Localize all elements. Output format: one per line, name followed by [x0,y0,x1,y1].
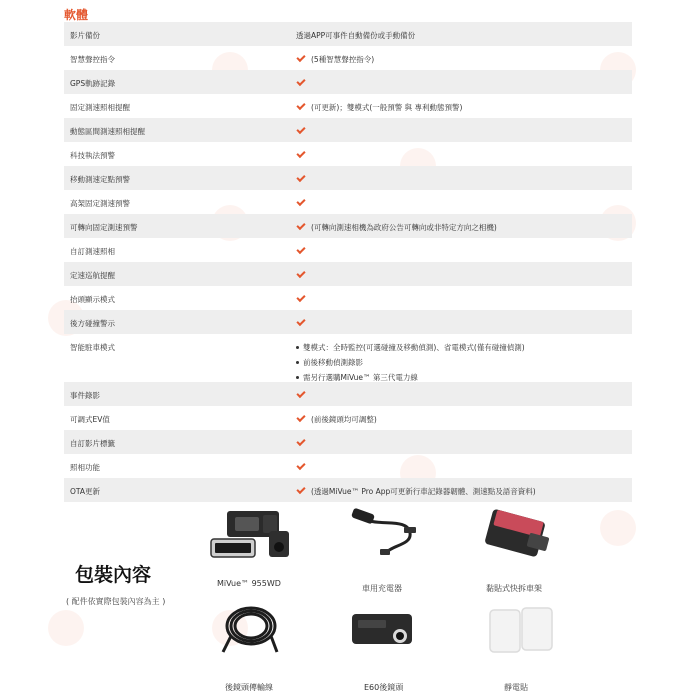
spec-note: (5種智慧聲控指令) [311,55,375,64]
static-sticker-icon [478,600,568,662]
spec-label: 後方碰撞警示 [70,319,115,328]
spec-row [64,70,632,94]
check-icon [296,173,305,182]
spec-row [64,190,632,214]
package-item-caption: 黏貼式快拆車架 [486,584,542,593]
package-note: ( 配件依實際包裝內容為主 ) [66,597,166,606]
spec-label: 可調式EV值 [70,415,110,424]
spec-label: 移動測速定點預警 [70,175,130,184]
check-icon [296,389,305,398]
check-icon [296,101,305,110]
bullet-item: 前後移動偵測錄影 [296,357,525,368]
spec-note: (可更新)；雙模式(一般預警 與 專利動態預警) [311,103,463,112]
dashcam-pair-icon [205,505,295,565]
spec-note: (前後鏡頭均可調整) [311,415,377,424]
package-title: 包裝內容 [75,564,152,586]
spec-label: 照相功能 [70,463,100,472]
watermark-logo [600,510,636,546]
spec-label: 可轉向固定測速預警 [70,223,138,232]
check-icon [296,221,305,230]
spec-row [64,214,632,238]
spec-row [64,262,632,286]
package-item-dashcam [205,505,295,595]
spec-label: GPS軌跡記錄 [70,79,116,88]
bullet-dot-icon [296,376,299,379]
spec-row [64,454,632,478]
spec-row [64,430,632,454]
spec-row [64,382,632,406]
package-item-caption: 後鏡頭傳輸線 [225,683,273,692]
spec-row [64,406,632,430]
spec-table [64,22,632,502]
check-icon [296,149,305,158]
section-title: 軟體 [64,8,89,22]
spec-label: 自訂測速照相 [70,247,115,256]
spec-row [64,166,632,190]
spec-label: 高架固定測速預警 [70,199,130,208]
check-icon [296,245,305,254]
check-icon [296,317,305,326]
package-item-charger [340,505,430,595]
package-item-rear-camera [340,600,430,695]
spec-row [64,310,632,334]
car-charger-icon [340,505,430,565]
spec-label: 固定測速照相提醒 [70,103,130,112]
package-item-caption: 靜電貼 [504,683,528,692]
package-item-mount [478,505,568,595]
rear-camera-icon [340,600,430,662]
check-icon [296,437,305,446]
spec-note: (可轉向測速相機為政府公告可轉向或非特定方向之相機) [311,223,497,232]
check-icon [296,77,305,86]
spec-row [64,286,632,310]
package-item-cable [205,600,295,695]
spec-label: 影片備份 [70,31,100,40]
bullet-dot-icon [296,346,299,349]
check-icon [296,413,305,422]
cable-coil-icon [205,600,295,662]
spec-note: 透過APP可事件自動備份或手動備份 [296,31,416,40]
package-item-sticker [478,600,568,695]
spec-label: OTA更新 [70,487,101,496]
spec-note: (透過MiVue™ Pro App可更新行車記錄器韌體、測速點及語音資料) [311,487,536,496]
bullet-item: 雙模式：全時監控(可選碰撞及移動偵測)、省電模式(僅有碰撞偵測) [296,342,525,353]
check-icon [296,293,305,302]
package-item-caption: E60後鏡頭 [364,683,404,692]
bullet-item: 需另行選購MiVue™ 第三代電力線 [296,372,525,383]
bullet-dot-icon [296,361,299,364]
watermark-logo [48,610,84,646]
spec-label: 智能駐車模式 [70,343,115,352]
spec-row [64,142,632,166]
spec-label: 抬頭顯示模式 [70,295,115,304]
spec-label: 自訂影片標籤 [70,439,115,448]
check-icon [296,197,305,206]
spec-row [64,22,632,46]
adhesive-mount-icon [478,505,568,565]
spec-label: 動態區間測速照相提醒 [70,127,145,136]
package-item-caption: 車用充電器 [362,584,402,593]
parking-bullet-list [296,342,525,387]
spec-row [64,94,632,118]
check-icon [296,125,305,134]
package-item-caption: MiVue™ 955WD [217,579,281,588]
check-icon [296,53,305,62]
spec-label: 智慧聲控指令 [70,55,115,64]
check-icon [296,485,305,494]
spec-row [64,478,632,502]
check-icon [296,269,305,278]
spec-row [64,238,632,262]
spec-label: 科技執法預警 [70,151,115,160]
spec-label: 定速巡航提醒 [70,271,115,280]
spec-label: 事件錄影 [70,391,100,400]
spec-row [64,118,632,142]
check-icon [296,461,305,470]
spec-row [64,46,632,70]
spec-row-parking [64,334,632,382]
